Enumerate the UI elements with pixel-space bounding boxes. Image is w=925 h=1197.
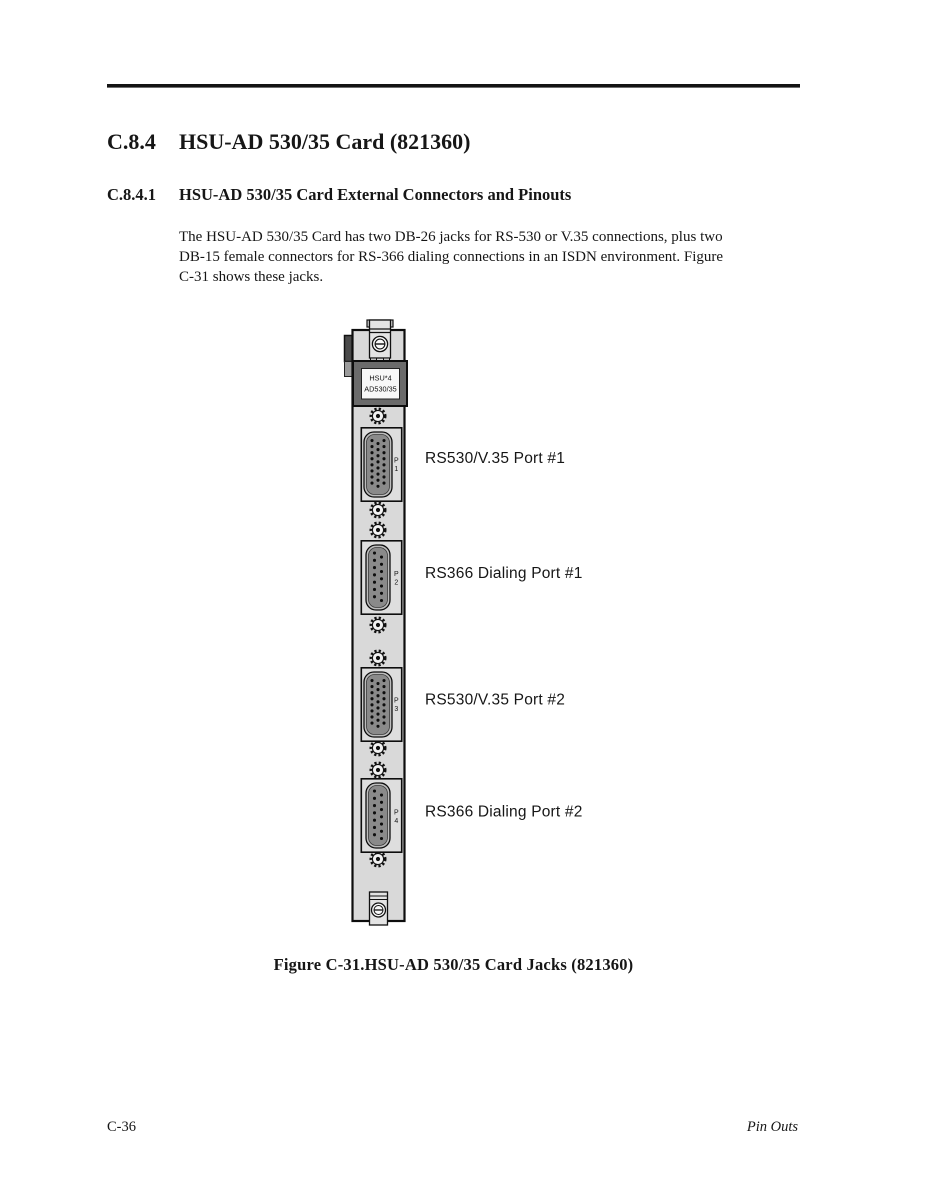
port-label: RS366 Dialing Port #2 (425, 803, 583, 821)
paragraph-line: The HSU-AD 530/35 Card has two DB-26 jacks for RS-530 or V.35 connections, plus two (179, 229, 723, 245)
port-number: 1 (394, 466, 399, 473)
figure-caption: Figure C-31.HSU-AD 530/35 Card Jacks (821360) (273, 955, 634, 974)
port-designator: P (393, 809, 399, 817)
port-designator: P (393, 570, 399, 578)
paragraph-line: DB-15 female connectors for RS-366 dialing connections in an ISDN environment. Figure (179, 248, 724, 265)
extractor-latch-bottom-icon (370, 892, 388, 925)
port-label: RS530/V.35 Port #2 (425, 691, 566, 709)
paragraph-line: C-31 shows these jacks. (179, 268, 324, 285)
subsection-title: HSU-AD 530/35 Card External Connectors and Pinouts (179, 185, 572, 204)
section-title: HSU-AD 530/35 Card (821360) (179, 129, 471, 154)
db26-connector-port-3 (361, 668, 401, 741)
db26-connector-port-1 (361, 428, 401, 501)
port-designator: P (393, 697, 399, 705)
footer-section-title: Pin Outs (746, 1119, 798, 1135)
figure-card-diagram (330, 315, 660, 945)
port-label: RS530/V.35 Port #1 (425, 450, 566, 467)
footer-page-number: C-36 (107, 1119, 136, 1135)
port-number: 3 (394, 705, 399, 713)
port-label: RS366 Dialing Port #1 (425, 564, 583, 582)
body-paragraph (179, 228, 723, 287)
card-id-line1: HSU*4 (369, 373, 392, 383)
card-id-label (353, 361, 407, 406)
extractor-latch-top-icon (367, 320, 393, 365)
card-id-line2: AD530/35 (364, 384, 397, 394)
section-heading (107, 130, 471, 153)
page-footer (107, 1119, 798, 1136)
subsection-heading (107, 186, 571, 203)
subsection-number: C.8.4.1 (107, 185, 157, 204)
port-designator: P (393, 457, 399, 465)
section-number: C.8.4 (107, 129, 156, 154)
port-number: 4 (394, 817, 399, 825)
header-rule (107, 84, 800, 88)
port-number: 2 (394, 579, 399, 587)
